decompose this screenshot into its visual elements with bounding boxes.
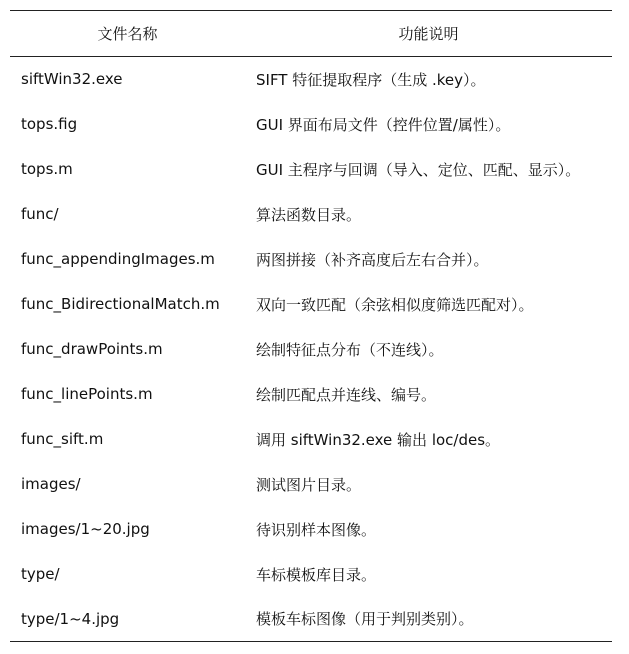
file-name-cell: type/ <box>21 565 60 583</box>
file-name-cell: func_sift.m <box>21 430 104 448</box>
description-cell: 双向一致匹配（余弦相似度筛选匹配对）。 <box>256 295 534 314</box>
file-name-cell: func_linePoints.m <box>21 385 153 403</box>
file-name-cell: func_drawPoints.m <box>21 340 163 358</box>
description-cell: 绘制特征点分布（不连线）。 <box>256 340 444 359</box>
file-name-cell: images/ <box>21 475 81 493</box>
description-cell: 两图拼接（补齐高度后左右合并）。 <box>256 250 489 269</box>
file-name-cell: func/ <box>21 205 59 223</box>
description-cell: GUI 界面布局文件（控件位置/属性）。 <box>256 115 511 134</box>
file-description-table <box>10 10 612 642</box>
table-row <box>10 417 612 462</box>
table-row <box>10 192 612 237</box>
file-name-cell: func_BidirectionalMatch.m <box>21 295 220 313</box>
file-name-cell: type/1~4.jpg <box>21 609 120 628</box>
file-name-cell: siftWin32.exe <box>21 70 123 89</box>
description-cell: 调用 siftWin32.exe 输出 loc/des。 <box>256 430 501 449</box>
header-file-name: 文件名称 <box>97 25 158 43</box>
table-row <box>10 552 612 597</box>
description-cell: 车标模板库目录。 <box>256 565 377 584</box>
file-name-cell: tops.m <box>21 160 73 178</box>
description-cell: 算法函数目录。 <box>256 205 362 224</box>
file-name-cell: images/1~20.jpg <box>21 520 150 538</box>
table-row <box>10 147 612 192</box>
header-row <box>10 11 612 57</box>
table-row <box>10 597 612 642</box>
header-function-description: 功能说明 <box>398 25 459 43</box>
table-header <box>10 11 612 57</box>
table-row <box>10 372 612 417</box>
table-row <box>10 57 612 102</box>
file-name-cell: func_appendingImages.m <box>21 250 215 268</box>
table-row <box>10 327 612 372</box>
description-cell: 模板车标图像（用于判别类别）。 <box>256 610 474 629</box>
description-cell: 待识别样本图像。 <box>256 520 377 539</box>
file-name-cell: tops.fig <box>21 115 78 133</box>
table-row <box>10 237 612 282</box>
description-cell: 测试图片目录。 <box>256 475 362 494</box>
description-cell: 绘制匹配点并连线、编号。 <box>256 385 437 404</box>
table-row <box>10 102 612 147</box>
description-cell: GUI 主程序与回调（导入、定位、匹配、显示）。 <box>256 160 581 179</box>
description-cell: SIFT 特征提取程序（生成 .key）。 <box>256 70 486 89</box>
table-row <box>10 507 612 552</box>
table-row <box>10 462 612 507</box>
table-row <box>10 282 612 327</box>
table-body <box>10 57 612 642</box>
